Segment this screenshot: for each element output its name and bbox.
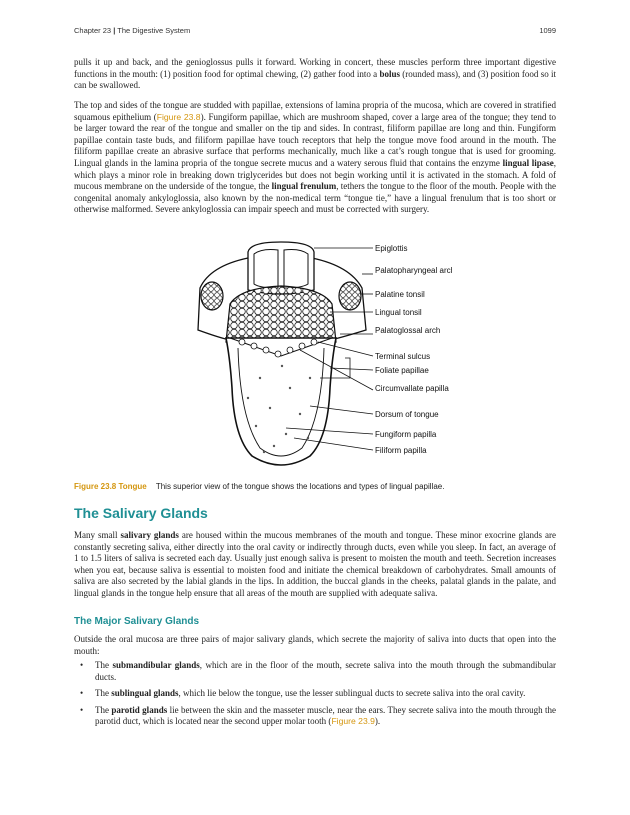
chapter-number: Chapter 23 xyxy=(74,26,112,35)
text-run: pulls it up and back, and the genioglossus pulls it forward. Working in concert, these muscles perform three important digestive functions in the mouth: (1) position food for optimal chewing, (2) gather food into a xyxy=(74,57,556,79)
text-run: , which lie below the tongue, use the lesser sublingual ducts to secrete saliva into the oral cavity. xyxy=(178,688,526,699)
section-title: The Salivary Glands xyxy=(74,505,208,521)
text-run: are housed within the mucous membranes of the mouth and tongue. These minor exocrine glands are constantly secreting saliva, either directly into the oral cavity or indirectly through ducts, even while you sleep. In fact, an average of 1 to 1.5 liters of saliva is secreted each day. Usually just enough saliva is present to moisten the mouth and teeth. Secretion increases when you eat, because saliva is essential to moisten food and initiate the chemical breakdown of carbohydrates. Small amounts of saliva are also secreted by the labial glands in the lips. In addition, the buccal glands in the cheeks, palatal glands in the palate, and lingual glands in the tongue help ensure that all areas of the mouth are supplied with adequate saliva. xyxy=(74,530,557,598)
term-salivary-glands: salivary glands xyxy=(120,530,179,540)
text-run: (rounded mass), and (3) position food so it can be swallowed. xyxy=(74,68,556,91)
figure-23-9-link[interactable]: Figure 23.9 xyxy=(331,716,375,727)
label-palatine-tonsil: Palatine tonsil xyxy=(375,290,425,299)
label-dorsum-of-tongue: Dorsum of tongue xyxy=(375,410,439,419)
label-foliate-papillae: Foliate papillae xyxy=(375,366,429,375)
header-separator: | xyxy=(113,26,116,35)
label-circumvallate-papilla: Circumvallate papilla xyxy=(375,384,449,393)
subsection-title: The Major Salivary Glands xyxy=(74,616,200,627)
text-run: The xyxy=(95,660,113,670)
tongue-diagram xyxy=(190,238,452,474)
label-palatopharyngeal-arch: Palatopharyngeal arch xyxy=(375,266,452,275)
list-item xyxy=(74,660,556,683)
term-lingual-lipase: lingual lipase xyxy=(502,157,554,168)
page-header xyxy=(74,26,556,35)
text-run: The xyxy=(95,704,112,715)
chapter-title: The Digestive System xyxy=(117,26,191,35)
term-bolus: bolus xyxy=(379,68,400,79)
lingual-tonsil-region xyxy=(226,286,336,342)
chapter-heading xyxy=(74,26,190,35)
label-filiform-papilla: Filiform papilla xyxy=(375,446,427,455)
text-run: , which plays a minor role in breaking down triglycerides but does not begin working until it is activated in the stomach. A fold of mucous membrane on the underside of the tongue, the xyxy=(74,157,557,192)
term-parotid-glands: parotid glands xyxy=(111,704,168,715)
paragraph-salivary-glands xyxy=(74,530,556,600)
label-palatoglossal-arch: Palatoglossal arch xyxy=(375,326,441,335)
text-run: The top and sides of the tongue are studded with papillae, extensions of lamina propria of the mucosa, which are covered in stratified squamous epithelium ( xyxy=(74,100,556,122)
text-run: , tethers the tongue to the floor of the mouth. People with the congenital anomaly ankyloglossia, also known by the non-medical term “tongue tie,” have a lingual frenulum that is too short or otherwise malformed. Severe ankyloglossia can impair speech and must be corrected with surgery. xyxy=(74,181,556,215)
text-run: Many small xyxy=(74,530,121,540)
tongue-figure xyxy=(190,238,452,474)
figure-number: Figure 23.8 Tongue xyxy=(74,482,147,491)
text-run: ). Fungiform papillae, which are mushroom shaped, cover a large area of the tongue; they tend to be larger toward the rear of the tongue and smaller on the tip and sides. In contrast, filiform papillae are long and thin. Fungiform papillae contain taste buds, and filiform papillae have touch receptors that help the tongue move food around in the mouth. The filiform papillae create an abrasive surface that performs mechanically, much like a cat’s rough tongue that is used for grooming. Lingual glands in the lamina propria of the tongue secrete mucus and a watery serous fluid that contains the enzyme xyxy=(74,111,556,168)
text-run: , which are in the floor of the mouth, secrete saliva into the mouth through the submandibular ducts. xyxy=(95,660,556,682)
text-run: lie between the skin and the masseter muscle, near the ears. They secrete saliva into the mouth through the parotid duct, which is located near the second upper molar tooth ( xyxy=(95,704,556,727)
label-lingual-tonsil: Lingual tonsil xyxy=(375,308,422,317)
text-run: ). xyxy=(374,716,381,727)
text-run: The xyxy=(95,688,112,699)
figure-caption xyxy=(74,482,556,491)
paragraph-major-glands: Outside the oral mucosa are three pairs of major salivary glands, which secrete the majority of saliva into ducts that open into the mouth: xyxy=(74,634,556,656)
label-fungiform-papilla: Fungiform papilla xyxy=(375,430,437,439)
figure-labels xyxy=(375,244,452,455)
paragraph-papillae xyxy=(74,100,556,216)
list-item xyxy=(74,688,556,700)
label-terminal-sulcus: Terminal sulcus xyxy=(375,352,431,361)
term-submandibular-glands: submandibular glands xyxy=(112,660,200,670)
figure-23-8-link[interactable]: Figure 23.8 xyxy=(156,111,201,122)
tongue-body xyxy=(226,338,336,465)
glands-list xyxy=(74,660,556,733)
caption-text: This superior view of the tongue shows the locations and types of lingual papillae. xyxy=(155,482,445,491)
term-sublingual-glands: sublingual glands xyxy=(111,688,179,699)
paragraph-muscles xyxy=(74,57,556,92)
list-item xyxy=(74,705,556,728)
term-lingual-frenulum: lingual frenulum xyxy=(271,181,337,192)
label-epiglottis: Epiglottis xyxy=(375,244,408,253)
page-number: 1099 xyxy=(539,26,556,35)
